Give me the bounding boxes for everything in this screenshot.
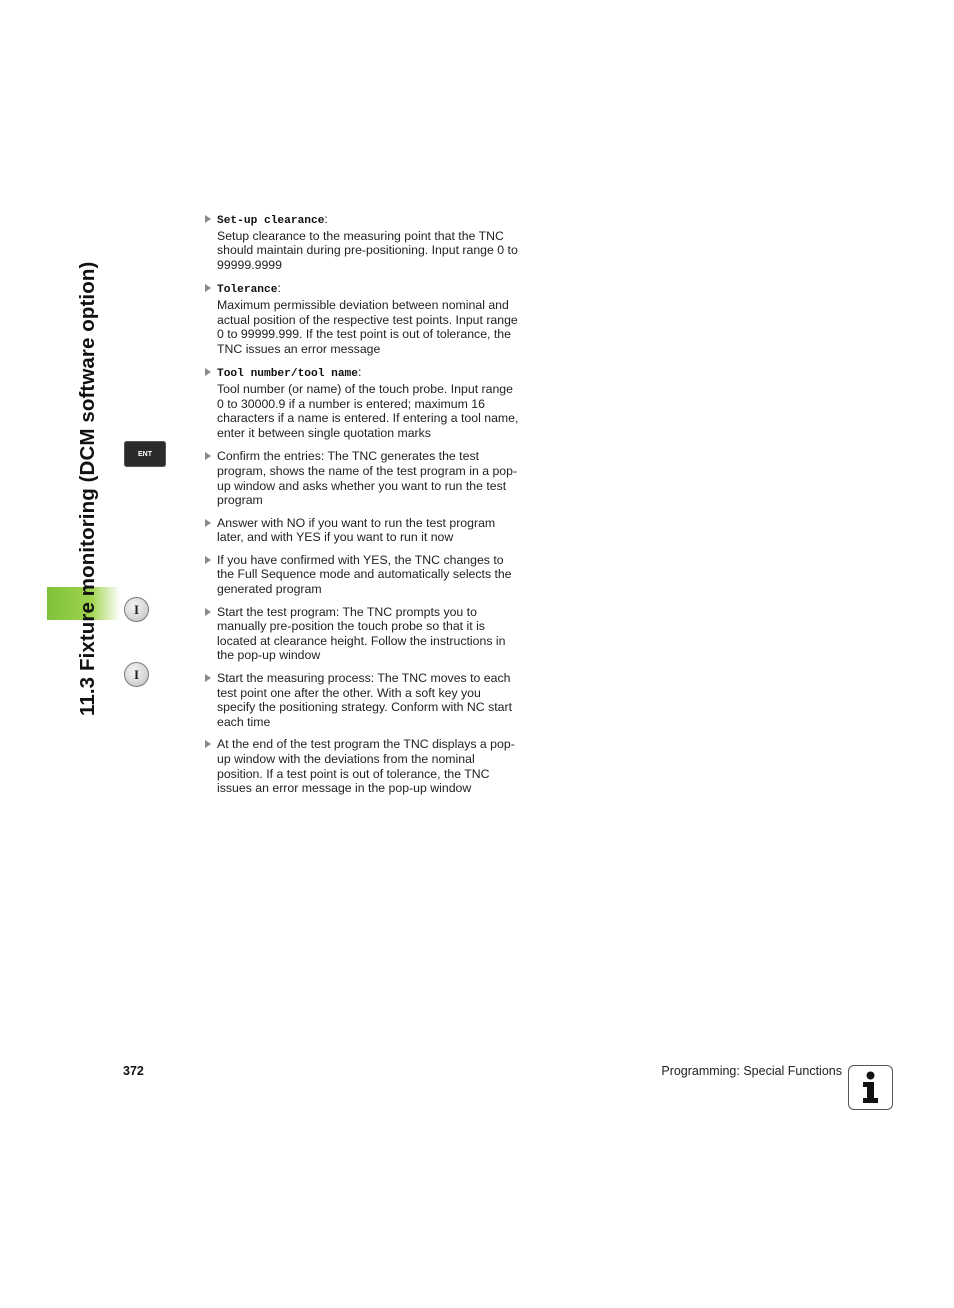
main-content xyxy=(204,212,522,796)
footer-chapter-title: Programming: Special Functions xyxy=(661,1064,842,1078)
step-item xyxy=(204,449,522,507)
param-description: Tool number (or name) of the touch probe. Input range 0 to 30000.9 if a number is entered; maximum 16 characters if a name is entered. If entering a tool name, enter it between single quotation marks xyxy=(217,381,519,440)
step-item xyxy=(204,737,522,795)
arrow-bullet-icon xyxy=(205,452,211,460)
step-text: At the end of the test program the TNC displays a pop-up window with the deviations from the nominal position. If a test point is out of tolerance, the TNC issues an error message in the pop-up window xyxy=(217,737,515,796)
param-item: Set-up clearance: Setup clearance to the measuring point that the TNC should maintain during pre-positioning. Input range 0 to 99999.9999 xyxy=(204,212,522,272)
step-text: Start the measuring process: The TNC moves to each test point one after the other. With a soft key you specify the positioning strategy. Conform with NC start each time xyxy=(217,671,513,729)
section-side-title: 11.3 Fixture monitoring (DCM software option) xyxy=(76,261,99,716)
ent-key-icon: ENT xyxy=(124,441,166,467)
param-description: Setup clearance to the measuring point that the TNC should maintain during pre-positioning. Input range 0 to 99999.9999 xyxy=(217,228,518,272)
arrow-bullet-icon xyxy=(205,740,211,748)
step-text: Confirm the entries: The TNC generates the test program, shows the name of the test program in a pop-up window and asks whether you want to run the test program xyxy=(217,449,518,508)
step-item xyxy=(204,671,522,729)
arrow-bullet-icon xyxy=(205,284,211,292)
param-name: Tolerance xyxy=(217,284,278,297)
step-text: Answer with NO if you want to run the test program later, and with YES if you want to run it now xyxy=(217,515,496,545)
param-name: Set-up clearance xyxy=(217,215,325,227)
step-text: If you have confirmed with YES, the TNC changes to the Full Sequence mode and automatically selects the generated program xyxy=(217,552,512,597)
arrow-bullet-icon xyxy=(205,608,211,616)
arrow-bullet-icon xyxy=(205,519,211,527)
arrow-bullet-icon xyxy=(205,215,211,223)
nc-start-key-icon: I xyxy=(124,597,149,622)
param-item: Tool number/tool name: Tool number (or name) of the touch probe. Input range 0 to 30000.9 if a number is entered; maximum 16 characters if a name is entered. If entering a tool name, enter it between single quotation marks xyxy=(204,365,522,440)
param-item: Tolerance: Maximum permissible deviation between nominal and actual position of the respective test points. Input range 0 to 99999.999. If the test point is out of tolerance, the TNC issues an error message xyxy=(204,281,522,356)
arrow-bullet-icon xyxy=(205,368,211,376)
step-item xyxy=(204,516,522,545)
param-name: Tool number/tool name xyxy=(217,368,358,381)
nc-start-key-icon: I xyxy=(124,662,149,687)
arrow-bullet-icon xyxy=(205,674,211,682)
step-item xyxy=(204,553,522,597)
step-item xyxy=(204,605,522,663)
param-description: Maximum permissible deviation between nominal and actual position of the respective test points. Input range 0 to 99999.999. If the test point is out of tolerance, the TNC issues an error message xyxy=(217,297,518,356)
page-number: 372 xyxy=(123,1064,144,1078)
step-text: Start the test program: The TNC prompts you to manually pre-position the touch probe so that it is located at clearance height. Follow the instructions in the pop-up window xyxy=(217,604,506,663)
info-glyph-icon xyxy=(849,1066,892,1109)
arrow-bullet-icon xyxy=(205,556,211,564)
info-icon xyxy=(848,1065,893,1110)
